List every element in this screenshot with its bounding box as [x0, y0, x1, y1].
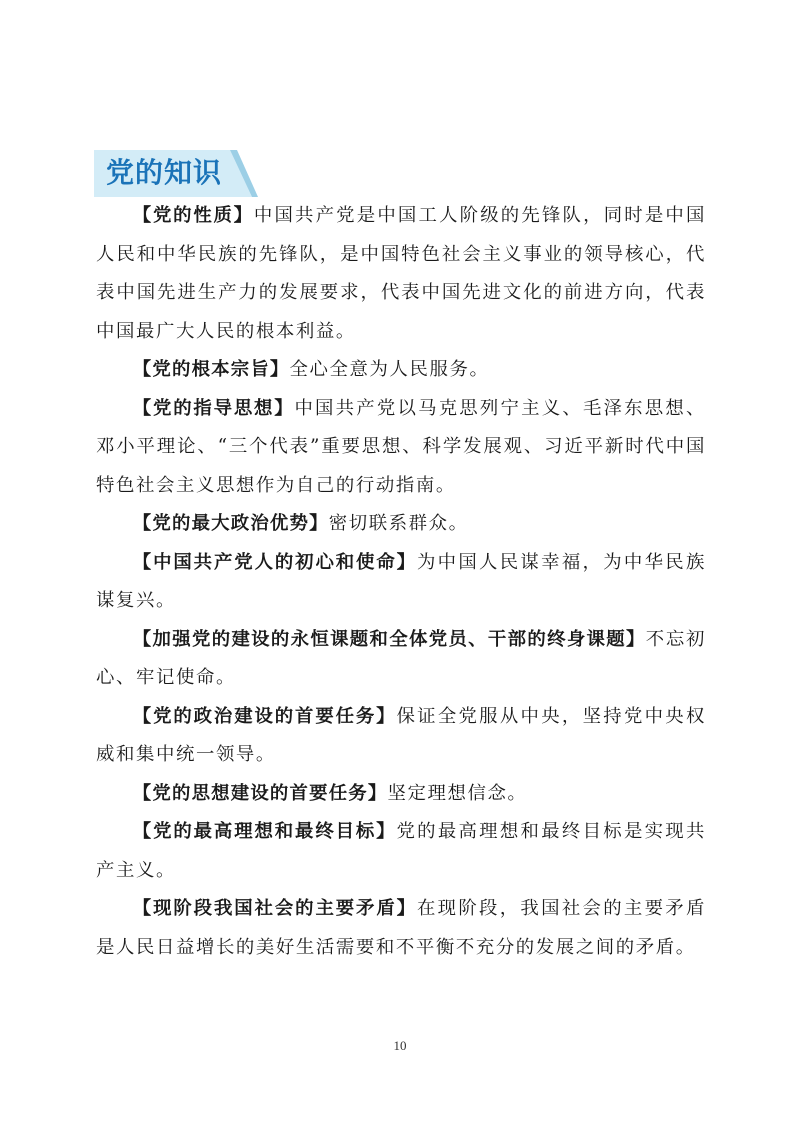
entry-term: 【党的性质】 [132, 205, 254, 226]
entry-fundamental-purpose [96, 351, 706, 390]
entry-text: 全心全意为人民服务。 [289, 359, 490, 380]
entry-principal-contradiction [96, 890, 706, 967]
entry-term: 【党的思想建设的首要任务】 [132, 782, 388, 804]
knowledge-list [96, 197, 706, 967]
entry-text: 在现阶段，我国社会的主要矛盾是人民日益增长的美好生活需要和不平衡不充分的发展之间的矛盾。 [96, 898, 706, 958]
entry-text: 不忘初心、牢记使命。 [96, 628, 706, 688]
entry-term: 【现阶段我国社会的主要矛盾】 [132, 898, 417, 919]
page-number: 10 [393, 1038, 407, 1053]
entry-text: 为中国人民谋幸福，为中华民族谋复兴。 [96, 551, 706, 611]
entry-term: 【党的最高理想和最终目标】 [132, 821, 397, 842]
entry-party-nature [96, 197, 706, 351]
entry-text: 坚定理想信念。 [387, 782, 528, 804]
entry-political-building [96, 698, 706, 775]
entry-guiding-thought [96, 390, 706, 506]
entry-text: 中国共产党以马克思列宁主义、毛泽东思想、邓小平理论、“三个代表”重要思想、科学发展观、习近平新时代中国特色社会主义思想作为自己的行动指南。 [96, 397, 706, 496]
entry-term: 【党的最大政治优势】 [132, 513, 329, 534]
entry-term: 【党的政治建设的首要任务】 [132, 705, 397, 727]
section-header [94, 150, 258, 197]
entry-text: 保证全党服从中央，坚持党中央权威和集中统一领导。 [96, 705, 706, 765]
entry-term: 【党的根本宗旨】 [132, 359, 290, 380]
entry-political-advantage [96, 505, 706, 544]
entry-text: 党的最高理想和最终目标是实现共产主义。 [96, 821, 706, 881]
section-title: 党的知识 [106, 156, 223, 189]
entry-original-aspiration [96, 544, 706, 621]
entry-eternal-topic [96, 621, 706, 698]
entry-term: 【党的指导思想】 [132, 397, 295, 419]
entry-term: 【加强党的建设的永恒课题和全体党员、干部的终身课题】 [132, 628, 646, 650]
entry-ideological-building [96, 775, 706, 814]
entry-highest-ideal [96, 813, 706, 890]
entry-text: 中国共产党是中国工人阶级的先锋队，同时是中国人民和中华民族的先锋队，是中国特色社会主义事业的领导核心，代表中国先进生产力的发展要求，代表中国先进文化的前进方向，代表中国最广大人民的根本利益。 [96, 205, 707, 342]
entry-text: 密切联系群众。 [328, 513, 469, 534]
entry-term: 【中国共产党人的初心和使命】 [132, 551, 417, 573]
